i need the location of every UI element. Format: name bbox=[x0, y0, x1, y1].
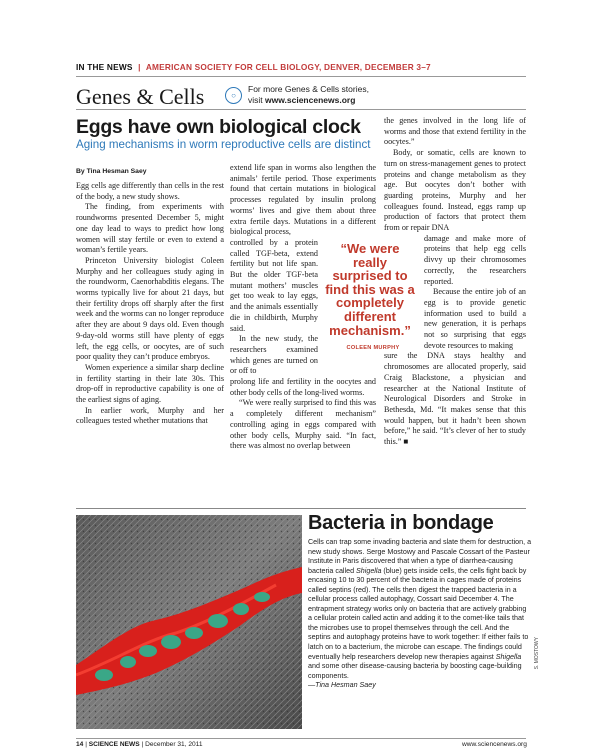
brief-text: and some other disease-causing bacteria by boosting cage-building components. bbox=[308, 662, 522, 680]
paragraph: the genes involved in the long life of worms and those that extend fertility in the oocytes.” bbox=[384, 116, 526, 147]
brief-text: Cells can trap some invading bacteria and slate them for destruction, a new study shows. Serge Mostowy and Pascale Cossart of the Pasteur Institute in Paris discovered that when a type of diarrhea-causing bacteria called bbox=[308, 538, 532, 575]
brief-headline: Bacteria in bondage bbox=[308, 512, 494, 534]
conference-label: AMERICAN SOCIETY FOR CELL BIOLOGY, DENVER, DECEMBER 3–7 bbox=[145, 62, 431, 72]
paragraph: Women experience a similar sharp decline in fertility starting in their late 30s. This drop-off in reproductive capability is one of the earliest signs of aging. bbox=[76, 362, 224, 405]
footer-separator: | bbox=[141, 741, 144, 748]
footer-url[interactable]: www.sciencenews.org bbox=[462, 741, 527, 748]
article-divider bbox=[76, 508, 526, 509]
header-separator: | bbox=[138, 62, 141, 72]
paragraph: Body, or somatic, cells are known to turn on stress-management genes to protect proteins and change metabolism as they age. But oocytes don’t bother with guarding proteins, Murphy and her colleagues found. Instead, eggs ramp up production of factors that protect them from or repair DNA bbox=[384, 148, 526, 233]
paragraph: In earlier work, Murphy and her colleagues tested whether mutations that bbox=[76, 405, 224, 426]
issue-date: December 31, 2011 bbox=[145, 741, 203, 748]
footer-separator: | bbox=[85, 741, 87, 748]
brief-species: Shigella bbox=[495, 652, 522, 661]
photo-credit: S. MOSTOWY bbox=[534, 637, 540, 670]
brief-signoff: —Tina Hesman Saey bbox=[308, 681, 376, 690]
footer-rule bbox=[76, 738, 526, 739]
magazine-name: SCIENCE NEWS bbox=[88, 741, 140, 748]
end-mark: ■ bbox=[403, 437, 409, 447]
section-title: Genes & Cells bbox=[76, 84, 205, 109]
computer-mouse-icon: ○ bbox=[225, 87, 242, 104]
paragraph: Princeton University biologist Coleen Murphy and her colleagues study aging in the roundworm, Caenorhabditis elegans. The worms typically live for about 21 days, but their fertility drops off sharply after the first week and the worms can no longer reproduce after they are about 9 days old. Even though 9-day-old worms still have plenty of eggs left, the egg cells, or oocytes, are of such poor quality they can’t produce embryos. bbox=[76, 255, 224, 362]
pull-quote: “We were really surprised to find this was a completely different mechanism.” bbox=[325, 241, 415, 338]
in-the-news-label: IN THE NEWS bbox=[76, 62, 133, 72]
header-rule bbox=[76, 76, 526, 77]
article-headline: Eggs have own biological clock bbox=[76, 116, 361, 138]
section-note-url[interactable]: www.sciencenews.org bbox=[265, 95, 356, 105]
section-header-bar bbox=[76, 62, 526, 74]
narrow-text-block bbox=[424, 234, 526, 352]
page-number: 14 bbox=[76, 741, 84, 748]
paragraph: Egg cells age differently than cells in the rest of the body, a new study shows. bbox=[76, 181, 224, 201]
paragraph: Because the entire job of an egg is to provide genetic information used to build a new generation, it is perhaps not so surprising that eggs devote resources to making bbox=[424, 287, 526, 350]
paragraph-text: sure the DNA stays healthy and chromosomes are allocated properly, said Craig Blackstone, a physician and researcher at the National Institute of Neurological Disorders and Stroke in Bethesda, Md. “It makes sense that this would happen, but it hadn’t been shown before,” he said. “It’s clever of her to study this.” bbox=[384, 351, 526, 447]
paragraph: damage and make more of proteins that help egg cells divvy up their chromosomes correctly, the researchers reported. bbox=[424, 233, 526, 286]
paragraph: extend life span in worms also lengthen the animals’ fertile period. Those experiments found that certain mutations in biological processes regulated by insulin prolong worms’ lives and give them about three extra fertile days. Mutations in a different biological process, bbox=[230, 163, 376, 237]
brief-body bbox=[308, 538, 532, 691]
article-column-1 bbox=[76, 181, 224, 427]
paragraph: “We were really surprised to find this was a completely different mechanism” controlling aging in eggs compared with other body cells, Murphy said. “In fact, there was almost no overlap between bbox=[230, 398, 376, 451]
section-rule bbox=[76, 109, 526, 110]
paragraph: The finding, from experiments with roundworms presented December 5, might one day lead to ways to predict how long women will stay fertile or even to extend a woman’s fertile years. bbox=[76, 202, 224, 255]
bacteria-micrograph bbox=[76, 515, 302, 729]
brief-species: Shigella bbox=[356, 566, 382, 575]
article-byline: By Tina Hesman Saey bbox=[76, 168, 147, 175]
brief-text: (blue) gets inside cells, the cells fight back by encasing 10 to 30 percent of the bacteria in cages made of proteins called septins (red). The cells then digest the trapped bacteria in a cellular process called autophagy, Cossart said December 4. The entrapment strategy works only on bacteria that are actively grabbing a cellular protein called actin and adding it to the comet-like tails that the microbes use to propel themselves through the cell. And the septins and autophagy proteins have to work together: If either fails to latch on to a bacterium, the microbe can escape. The findings could eventually help researchers develop new therapies against bbox=[308, 566, 529, 661]
narrow-text-block bbox=[230, 238, 318, 377]
section-note-prefix: visit bbox=[248, 95, 265, 105]
section-note bbox=[248, 84, 369, 106]
paragraph: In the new study, the researchers examined which genes are turned on or off to bbox=[230, 334, 318, 376]
footer-left bbox=[76, 741, 203, 748]
article-column-3 bbox=[384, 116, 526, 448]
section-note-line1: For more Genes & Cells stories, bbox=[248, 84, 369, 94]
paragraph bbox=[384, 351, 526, 447]
article-deck: Aging mechanisms in worm reproductive cells are distinct bbox=[76, 138, 371, 151]
paragraph: controlled by a protein called TGF-beta, extend fertility but not life span. But the older TGF-beta mutant mothers’ muscles get too weak to lay eggs, and the animals essentially die in childbirth, Murphy said. bbox=[230, 237, 318, 333]
paragraph: prolong life and fertility in the oocytes and other body cells of the long-lived worms. bbox=[230, 377, 376, 397]
pull-quote-attribution: COLEEN MURPHY bbox=[346, 345, 400, 351]
